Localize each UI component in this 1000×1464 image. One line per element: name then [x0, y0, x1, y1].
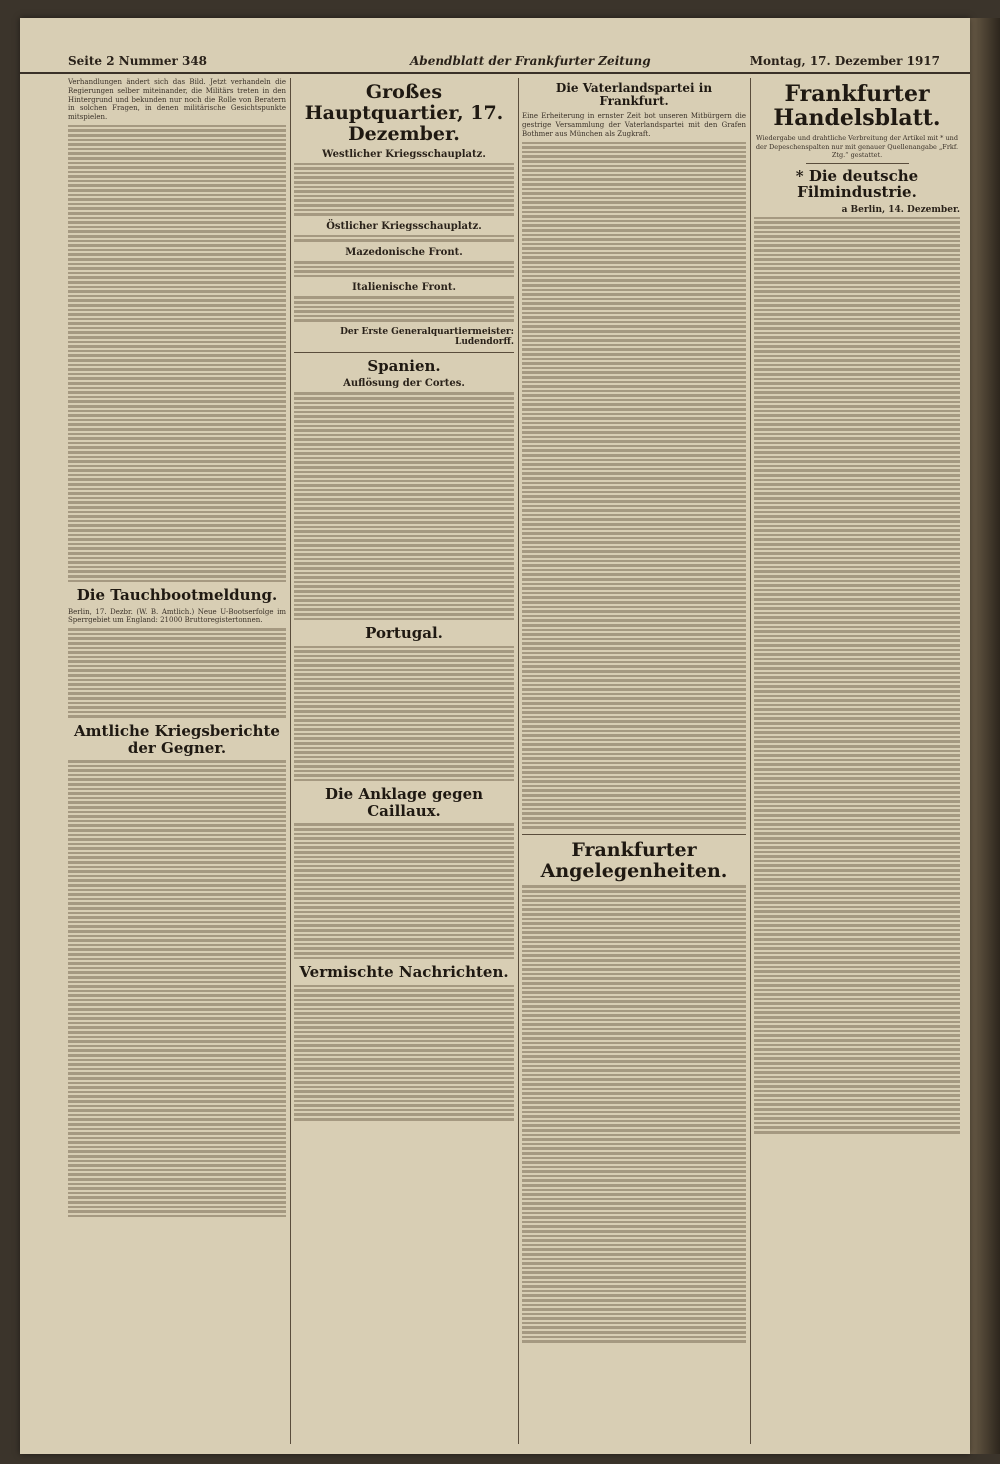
column-4	[754, 78, 960, 1444]
binding-spine	[970, 18, 1000, 1454]
reprint-note: Wiedergabe und drahtliche Verbreitung der Artikel mit * und der Depeschenspalten nur mit genauer Quellenangabe „Frkf. Ztg.“ gestattet.	[755, 134, 959, 159]
headline-handelsblatt: Frankfurter Handelsblatt.	[773, 81, 941, 132]
text-block	[522, 142, 746, 829]
text-block	[522, 885, 746, 1342]
headline-portugal: Portugal.	[365, 624, 443, 643]
column-1	[68, 78, 286, 1444]
subhead-cortes: Auflösung der Cortes.	[343, 378, 465, 390]
signature-ludendorff: Der Erste Generalquartiermeister: Ludendorff.	[340, 326, 514, 347]
headline-vaterlandspartei: Die Vaterlandspartei in Frankfurt.	[555, 81, 713, 109]
page-header	[20, 50, 970, 74]
headline-hauptquartier: Großes Hauptquartier, 17. Dezember.	[304, 81, 504, 145]
column-rule	[750, 78, 751, 1444]
issue-date: Montag, 17. Dezember 1917	[749, 54, 940, 68]
text-block	[68, 760, 286, 1217]
masthead-title: Abendblatt der Frankfurter Zeitung	[410, 54, 651, 68]
text-block	[294, 296, 514, 322]
headline-caillaux: Die Anklage gegen Caillaux.	[324, 785, 484, 820]
subhead-mazedonien: Mazedonische Front.	[345, 246, 463, 258]
vaterland-text: Eine Erheiterung in ernster Zeit bot unseren Mitbürgern die gestrige Versammlung der Vaterlandspartei mit den Grafen Bothmer aus München als Zugkraft.	[522, 112, 746, 138]
text-block	[68, 125, 286, 582]
headline-kriegsberichte: Amtliche Kriegsberichte der Gegner.	[74, 722, 280, 757]
text-block	[754, 217, 960, 1134]
text-block	[294, 392, 514, 620]
text-block	[294, 985, 514, 1121]
headline-tauchboot: Die Tauchbootmeldung.	[76, 586, 278, 605]
subhead-ost: Östlicher Kriegsschauplatz.	[326, 220, 482, 232]
subhead-italien: Italienische Front.	[352, 282, 456, 294]
headline-vermischte: Vermischte Nachrichten.	[299, 963, 509, 982]
text-block	[68, 628, 286, 718]
article-intro: Verhandlungen ändert sich das Bild. Jetzt verhandeln die Regierungen selber miteinander, die Militärs treten in den Hintergrund und bekunden nur noch die Rolle von Beratern in solchen Fragen, in denen militärische Gesichtspunkte mitspielen.	[68, 78, 286, 121]
column-rule	[290, 78, 291, 1444]
headline-spanien: Spanien.	[367, 356, 441, 375]
headline-angelegenheiten: Frankfurter Angelegenheiten.	[540, 838, 728, 882]
text-block	[294, 163, 514, 216]
newspaper-page	[20, 18, 970, 1454]
column-3	[522, 78, 746, 1444]
text-block	[294, 261, 514, 277]
page-number: Seite 2 Nummer 348	[68, 54, 208, 68]
column-rule	[518, 78, 519, 1444]
subhead-west: Westlicher Kriegsschauplatz.	[322, 148, 486, 160]
film-dateline: a Berlin, 14. Dezember.	[841, 204, 960, 215]
column-2	[294, 78, 514, 1444]
text-block	[294, 823, 514, 959]
tauchboot-text: Berlin, 17. Dezbr. (W. B. Amtlich.) Neue U-Bootserfolge im Sperrgebiet um England: 21000 Bruttoregistertonnen.	[68, 607, 286, 625]
headline-filmindustrie: * Die deutsche Filmindustrie.	[795, 166, 919, 202]
text-block	[294, 646, 514, 782]
text-block	[294, 235, 514, 242]
